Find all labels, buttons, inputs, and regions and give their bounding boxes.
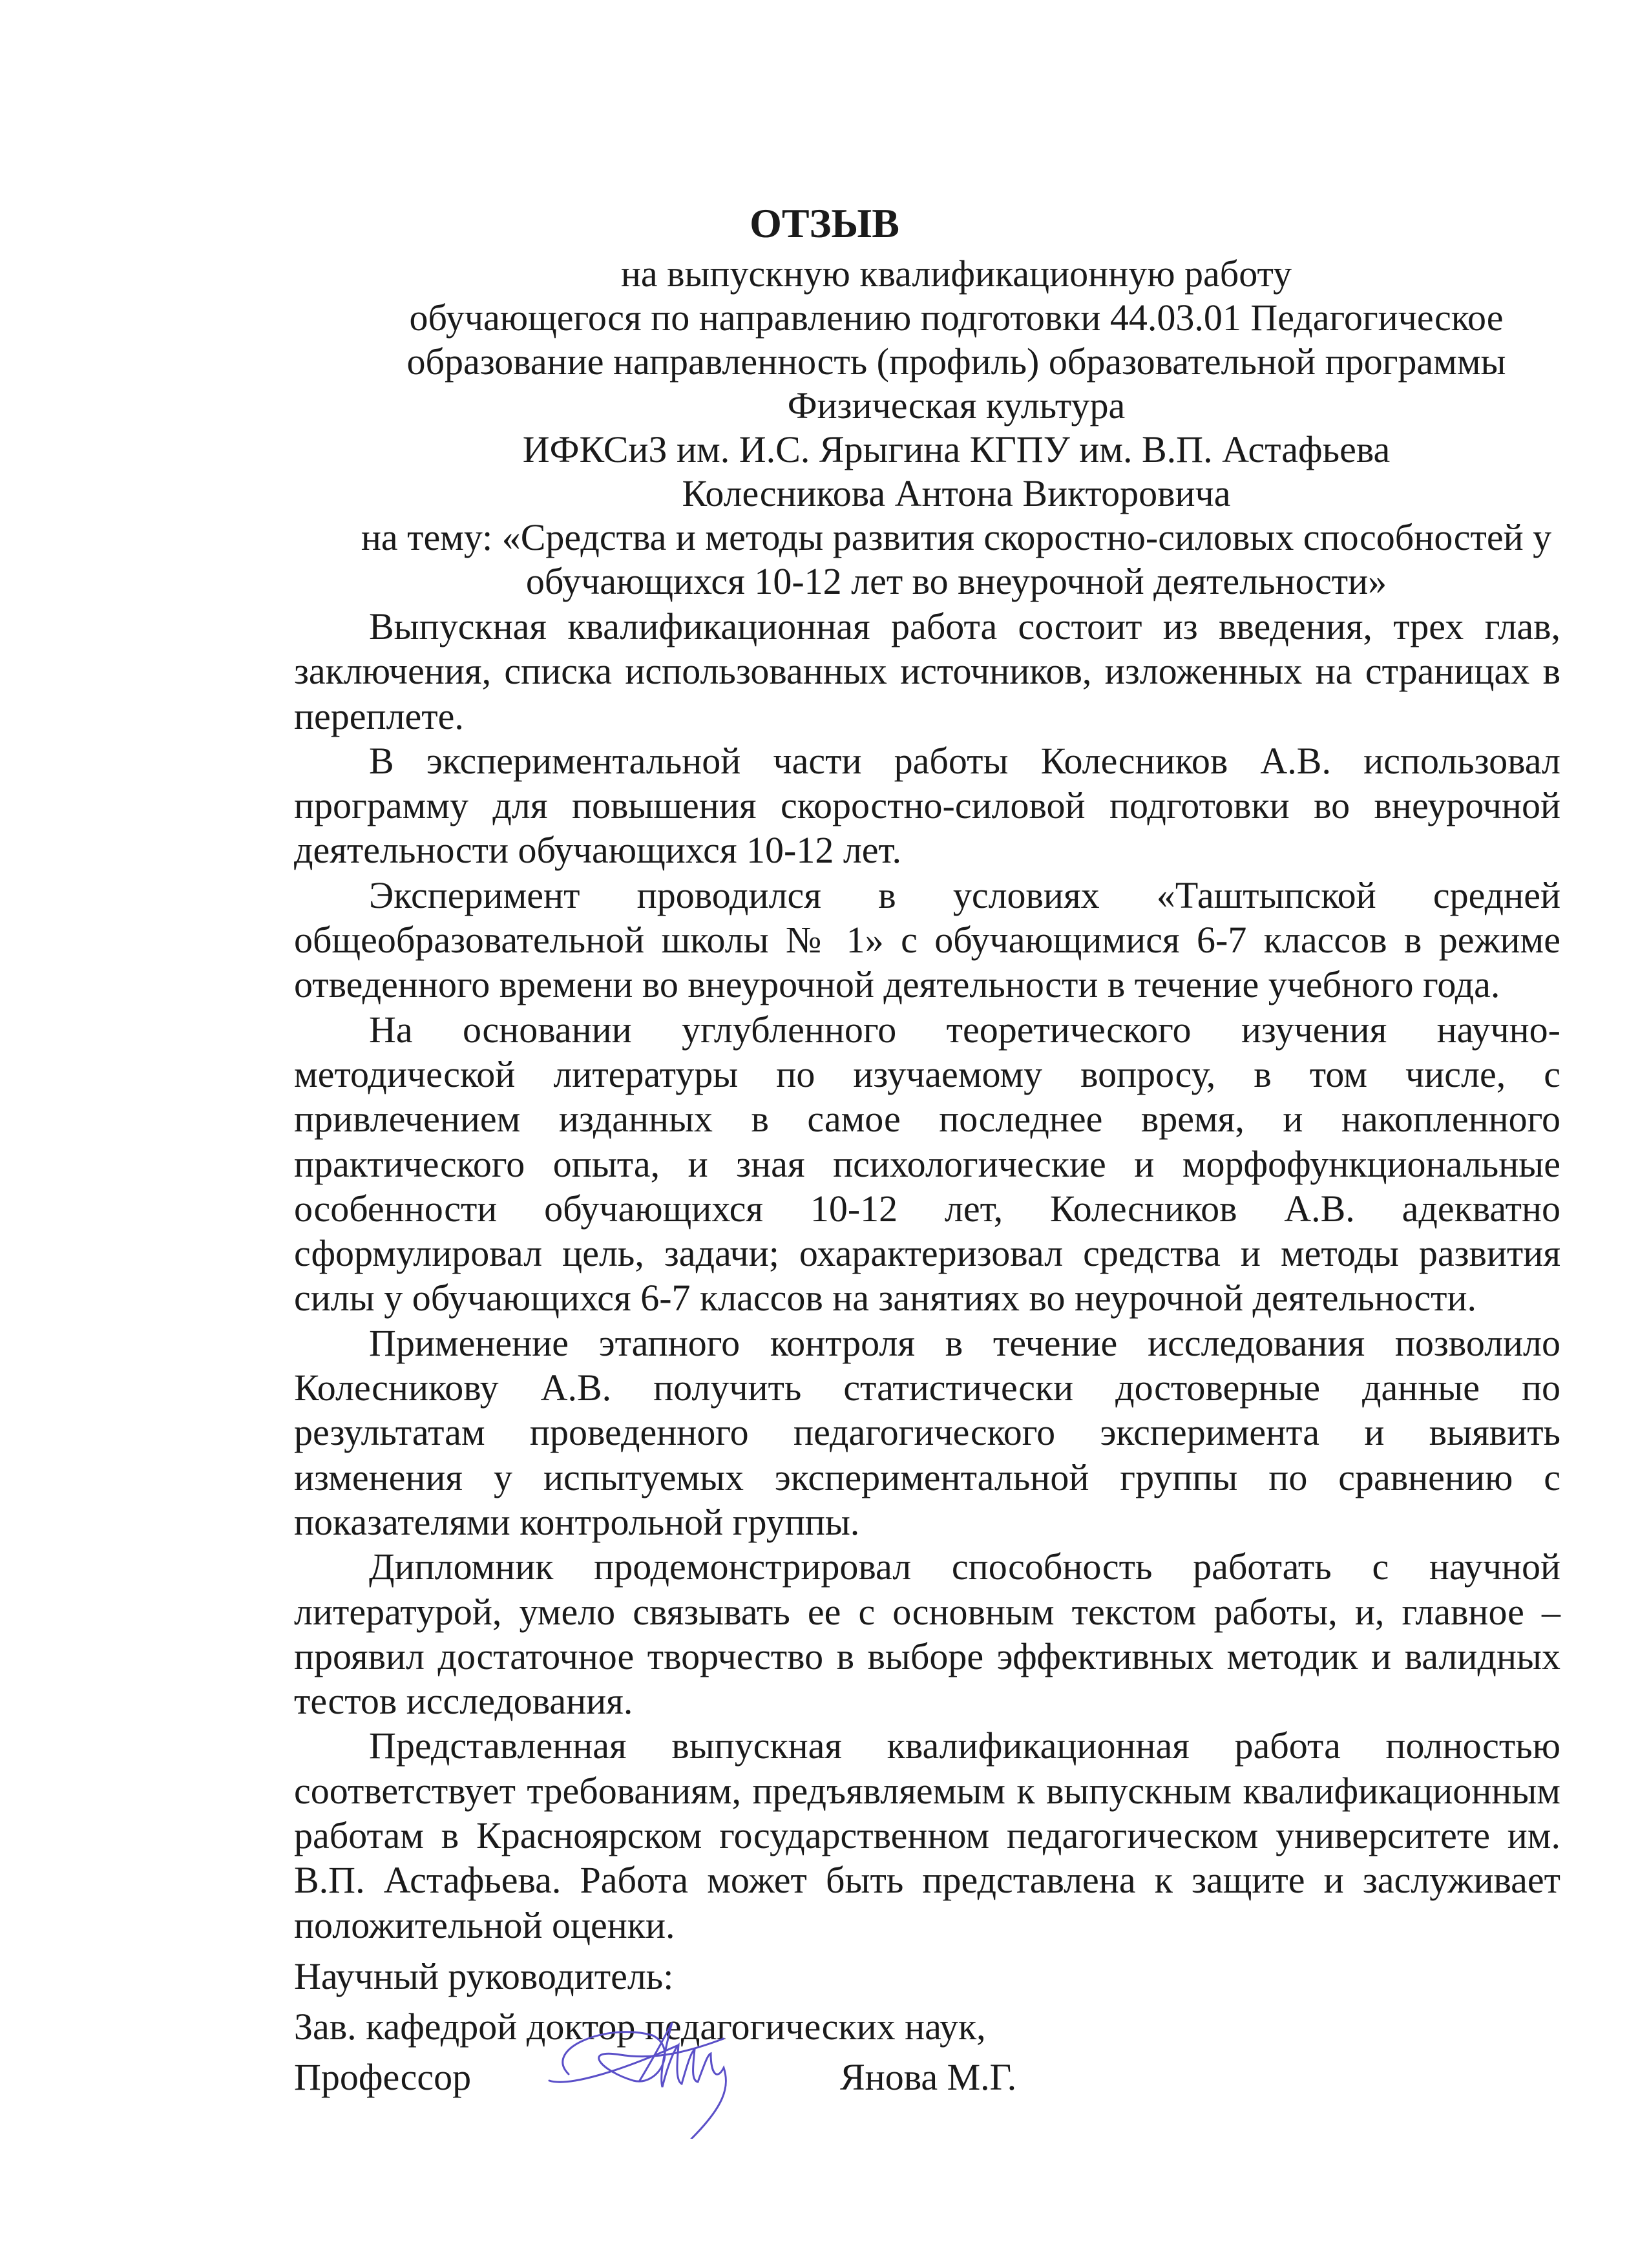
paragraph: В экспериментальной части работы Колесников А.В. использовал программу для повышения скоростно-силовой подготовки во внеурочной деятельности обучающихся 10-12 лет. <box>294 739 1560 872</box>
signature-name: Янова М.Г. <box>840 2056 1017 2098</box>
header-line: ИФКСиЗ им. И.С. Ярыгина КГПУ им. В.П. Астафьева <box>522 428 1391 470</box>
paragraph: Эксперимент проводился в условиях «Таштыпской средней общеобразовательной школы № 1» с обучающимися 6-7 классов в режиме отведенного времени во внеурочной деятельности в течение учебного года. <box>294 874 1560 1006</box>
document-body <box>294 604 1560 1948</box>
header-line: обучающегося по направлению подготовки 44.03.01 Педагогическое <box>409 297 1504 339</box>
header-line: образование направленность (профиль) образовательной программы <box>406 341 1506 383</box>
header-line: обучающихся 10-12 лет во внеурочной деятельности» <box>525 560 1387 602</box>
signature-block <box>294 1951 1457 2103</box>
handwritten-signature <box>530 2010 801 2139</box>
signature-position: Зав. кафедрой доктор педагогических наук, <box>294 2006 986 2048</box>
signature-title: Профессор <box>294 2056 472 2098</box>
paragraph: На основании углубленного теоретического изучения научно-методической литературы по изучаемому вопросу, в том числе, с привлечением изданных в самое последнее время, и накопленного практического опыта, и зная психологические и морфофункциональные особенности обучающихся 10-12 лет, Колесников А.В. адекватно сформулировал цель, задачи; охарактеризовал средства и методы развития силы у обучающихся 6-7 классов на занятиях во неурочной деятельности. <box>294 1008 1560 1319</box>
paragraph: Выпускная квалификационная работа состоит из введения, трех глав, заключения, списка использованных источников, изложенных на страницах в переплете. <box>294 605 1560 737</box>
paragraph: Представленная выпускная квалификационная работа полностью соответствует требованиям, предъявляемым к выпускным квалификационным работам в Красноярском государственном педагогическом университете им. В.П. Астафьева. Работа может быть представлена к защите и заслуживает положительной оценки. <box>294 1725 1560 1946</box>
document-title: ОТЗЫВ <box>750 200 899 246</box>
document-header <box>174 252 1649 604</box>
header-line: на тему: «Средства и методы развития скоростно-силовых способностей у <box>361 516 1552 558</box>
header-line: Колесникова Антона Викторовича <box>682 472 1231 514</box>
header-line: на выпускную квалификационную работу <box>620 253 1292 295</box>
paragraph: Применение этапного контроля в течение исследования позволило Колесникову А.В. получить статистически достоверные данные по результатам проведенного педагогического эксперимента и выявить изменения у испытуемых экспериментальной группы по сравнению с показателями контрольной группы. <box>294 1321 1560 1543</box>
header-line: Физическая культура <box>787 384 1126 426</box>
signature-role: Научный руководитель: <box>294 1955 674 1997</box>
paragraph: Дипломник продемонстрировал способность работать с научной литературой, умело связывать ее с основным текстом работы, и, главное – проявил достаточное творчество в выборе эффективных методик и валидных тестов исследования. <box>294 1546 1560 1723</box>
